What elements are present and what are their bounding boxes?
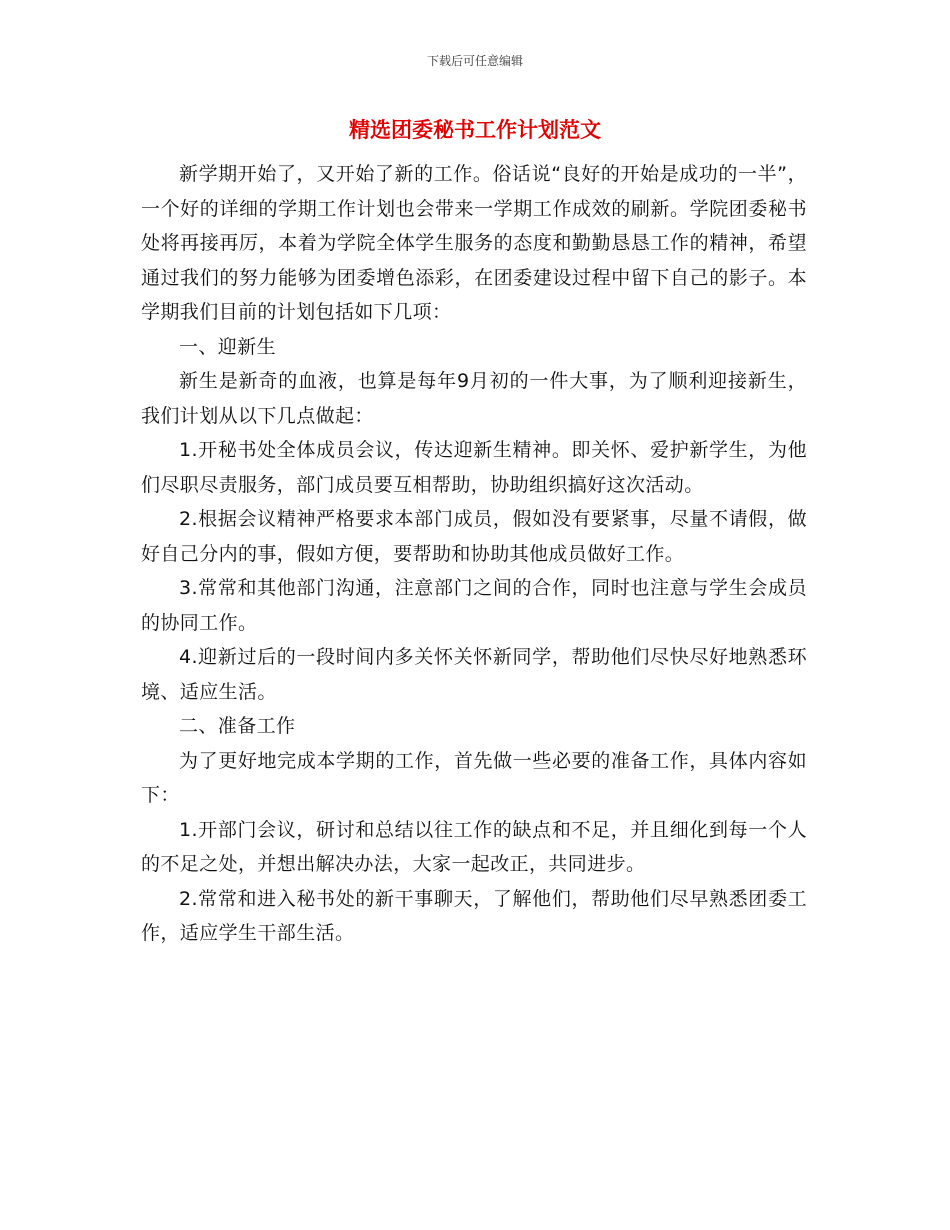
- list-item: 4.迎新过后的一段时间内多关怀关怀新同学，帮助他们尽快尽好地熟悉环境、适应生活。: [141, 646, 807, 703]
- page-header: 下载后可任意编辑: [426, 54, 523, 68]
- paragraph-intro: 新学期开始了，又开始了新的工作。俗话说“良好的开始是成功的一半”，一个好的详细的学期工作计划也会带来一学期工作成效的刷新。学院团委秘书处将再接再厉，本着为学院全体学生服务的态度和勤勤恳恳工作的精神，希望通过我们的努力能够为团委增色添彩，在团委建设过程中留下自己的影子。本学期我们目前的计划包括如下几项：: [141, 163, 807, 323]
- list-item: 3.常常和其他部门沟通，注意部门之间的合作，同时也注意与学生会成员的协同工作。: [141, 577, 807, 634]
- list-item: 1.开秘书处全体成员会议，传达迎新生精神。即关怀、爱护新学生，为他们尽职尽责服务，部门成员要互相帮助，协助组织搞好这次活动。: [141, 439, 807, 496]
- list-item: 2.常常和进入秘书处的新干事聊天，了解他们，帮助他们尽早熟悉团委工作，适应学生干部生活。: [141, 887, 807, 944]
- list-item: 1.开部门会议，研讨和总结以往工作的缺点和不足，并且细化到每一个人的不足之处，并想出解决办法，大家一起改正，共同进步。: [141, 818, 807, 875]
- document-title: 精选团委秘书工作计划范文: [349, 118, 601, 142]
- paragraph-preparation-intro: 为了更好地完成本学期的工作，首先做一些必要的准备工作，具体内容如下：: [141, 749, 807, 806]
- list-item: 2.根据会议精神严格要求本部门成员，假如没有要紧事，尽量不请假，做好自己分内的事，假如方便，要帮助和协助其他成员做好工作。: [141, 508, 807, 565]
- document-body: [141, 157, 807, 951]
- section-heading-preparation: 二、准备工作: [179, 715, 296, 737]
- paragraph-welcome-intro: 新生是新奇的血液，也算是每年9月初的一件大事，为了顺利迎接新生，我们计划从以下几点做起：: [141, 370, 807, 427]
- section-heading-welcome: 一、迎新生: [179, 335, 277, 358]
